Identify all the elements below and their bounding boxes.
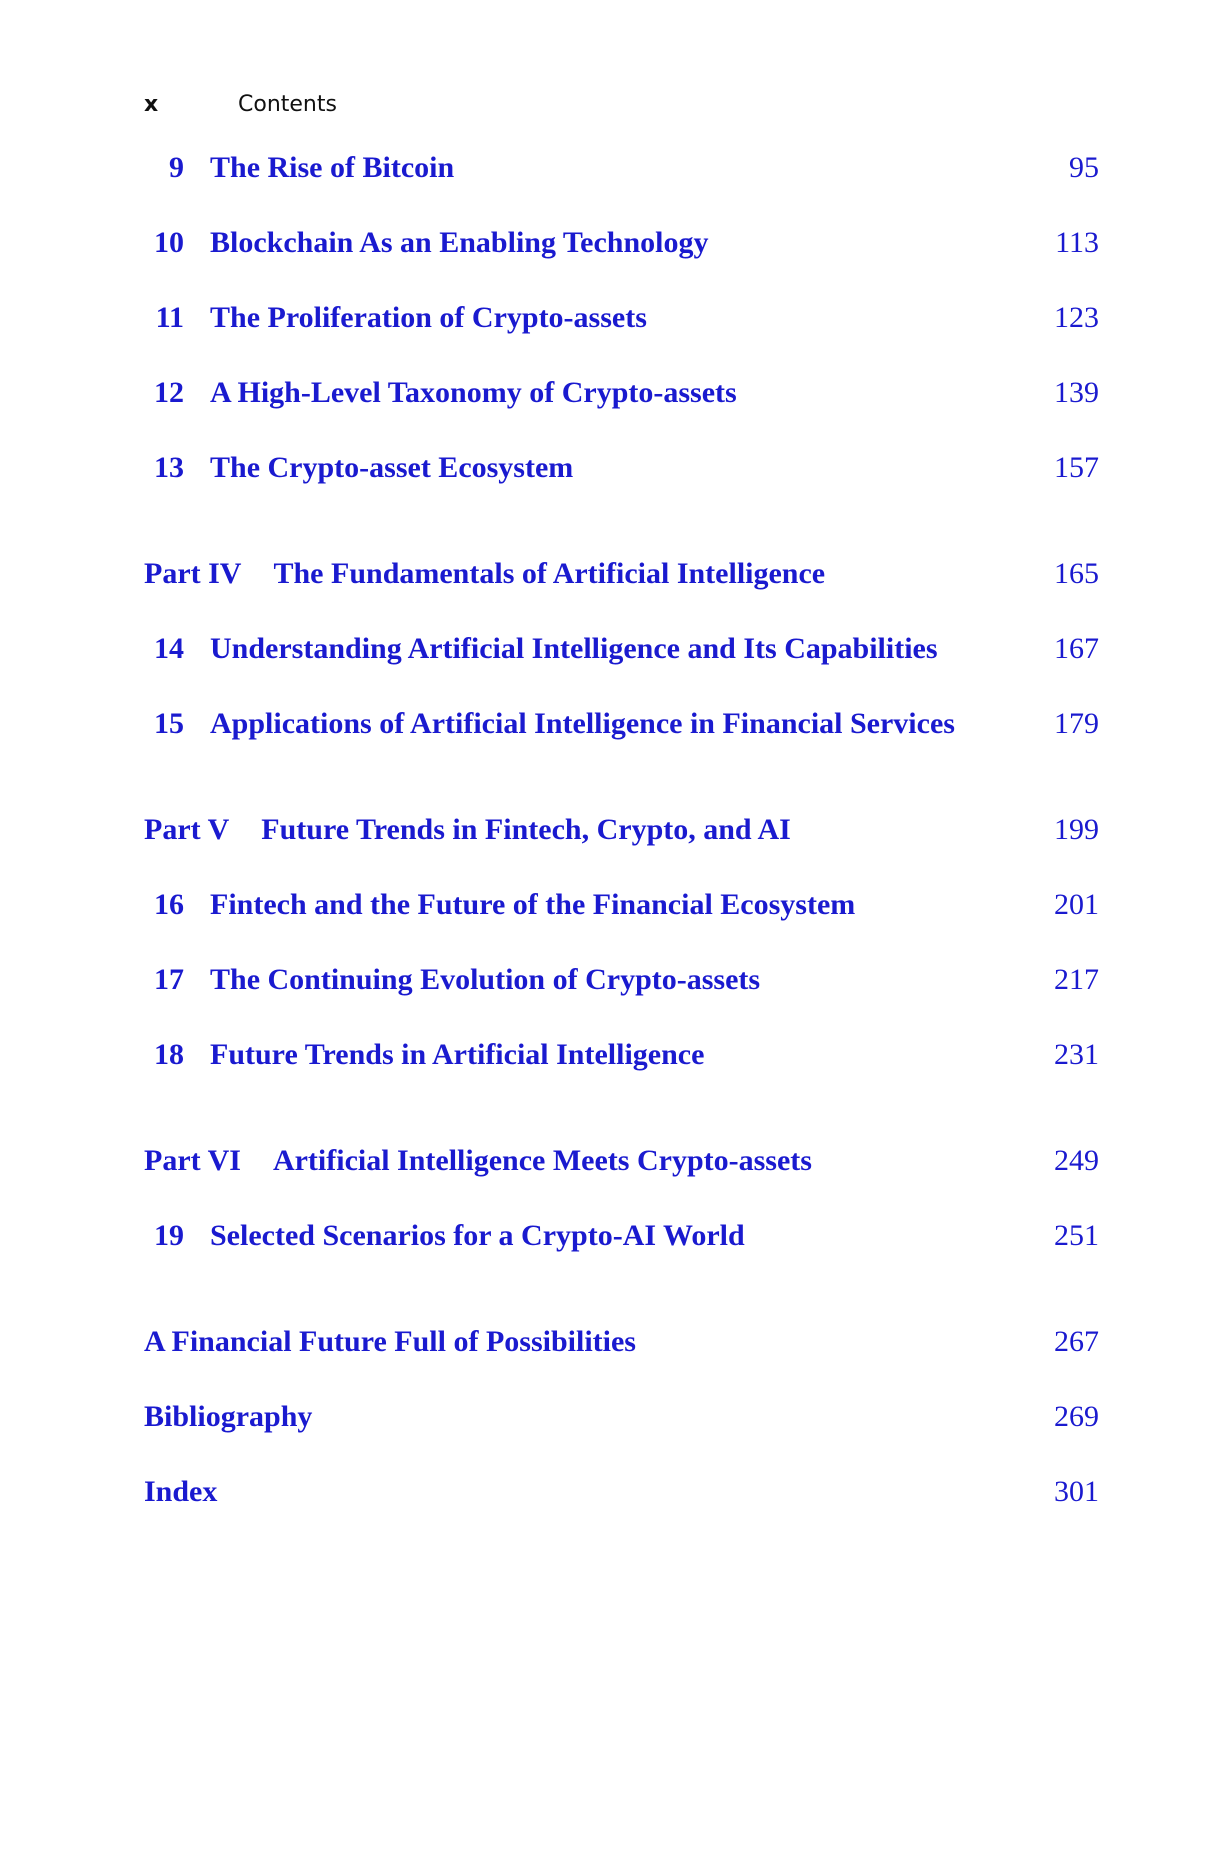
toc-entry-chapter[interactable] [144, 220, 1099, 266]
chapter-number: 13 [154, 451, 184, 484]
chapter-number: 10 [154, 226, 184, 259]
toc-entry-chapter[interactable] [144, 445, 1099, 491]
toc-entry-chapter[interactable] [144, 295, 1099, 341]
toc-entry-title: Understanding Artificial Intelligence and Its Capabilities [210, 632, 938, 665]
chapter-number: 17 [154, 963, 184, 996]
chapter-number: 14 [154, 632, 184, 665]
page-folio: x [144, 92, 159, 117]
toc-page-number: 217 [1054, 963, 1099, 996]
chapter-number: 11 [155, 301, 184, 334]
chapter-number: 9 [169, 151, 184, 184]
toc-entry-chapter[interactable] [144, 1032, 1099, 1078]
toc-entry-title: Future Trends in Fintech, Crypto, and AI [261, 813, 791, 846]
toc-entry-part[interactable] [144, 807, 1099, 853]
running-head [144, 92, 337, 117]
toc-page-number: 139 [1054, 376, 1099, 409]
toc-entry-title: A High-Level Taxonomy of Crypto-assets [210, 376, 737, 409]
toc-entry-part[interactable] [144, 1138, 1099, 1184]
part-label: Part IV [144, 557, 242, 590]
toc-page-number: 157 [1054, 451, 1099, 484]
toc-entry-title: The Crypto-asset Ecosystem [210, 451, 574, 484]
toc-page-number: 269 [1054, 1400, 1099, 1433]
part-label: Part V [144, 813, 230, 846]
toc-entry-title: Selected Scenarios for a Crypto-AI World [210, 1219, 745, 1252]
toc-entry-chapter[interactable] [144, 1213, 1099, 1259]
toc-entry-title: The Rise of Bitcoin [210, 151, 455, 184]
toc-page-number: 301 [1054, 1475, 1099, 1508]
toc-page-number: 267 [1054, 1325, 1099, 1358]
toc-entry-plain[interactable] [144, 1469, 1099, 1515]
toc-entry-title: The Proliferation of Crypto-assets [210, 301, 647, 334]
toc-entry-chapter[interactable] [144, 701, 1099, 747]
toc-entry-title: Fintech and the Future of the Financial Ecosystem [210, 888, 856, 921]
toc-entry-plain[interactable] [144, 1319, 1099, 1365]
toc-entry-title: Future Trends in Artificial Intelligence [210, 1038, 705, 1071]
toc-entry-plain[interactable] [144, 1394, 1099, 1440]
toc-entry-title: A Financial Future Full of Possibilities [144, 1325, 636, 1358]
toc-entry-part[interactable] [144, 551, 1099, 597]
toc-entry-title: The Fundamentals of Artificial Intelligence [273, 557, 826, 590]
chapter-number: 16 [154, 888, 184, 921]
toc-entry-chapter[interactable] [144, 626, 1099, 672]
chapter-number: 12 [154, 376, 184, 409]
toc-page-number: 95 [1069, 151, 1099, 184]
toc-entry-title: Artificial Intelligence Meets Crypto-assets [272, 1144, 812, 1177]
part-label: Part VI [144, 1144, 241, 1177]
toc-entry-title: Applications of Artificial Intelligence in Financial Services [210, 707, 955, 740]
toc-entry-chapter[interactable] [144, 882, 1099, 928]
toc-page-number: 251 [1054, 1219, 1099, 1252]
toc-page-number: 231 [1054, 1038, 1099, 1071]
toc-entry-title: Index [144, 1475, 218, 1508]
toc-page-number: 179 [1054, 707, 1099, 740]
toc-entry-chapter[interactable] [144, 145, 1099, 191]
chapter-number: 15 [154, 707, 184, 740]
toc-entry-chapter[interactable] [144, 957, 1099, 1003]
running-head-title: Contents [238, 92, 337, 117]
toc-entry-title: Bibliography [144, 1400, 313, 1433]
toc-entry-title: Blockchain As an Enabling Technology [210, 226, 709, 259]
toc-page-number: 201 [1054, 888, 1099, 921]
chapter-number: 19 [154, 1219, 184, 1252]
toc-page-number: 165 [1054, 557, 1099, 590]
toc-page-number: 167 [1054, 632, 1099, 665]
toc-page-number: 123 [1054, 301, 1099, 334]
toc-page-number: 249 [1054, 1144, 1099, 1177]
toc-entry-chapter[interactable] [144, 370, 1099, 416]
toc-page-number: 113 [1055, 226, 1099, 259]
toc-entry-title: The Continuing Evolution of Crypto-assets [210, 963, 761, 996]
chapter-number: 18 [154, 1038, 184, 1071]
toc-page-number: 199 [1054, 813, 1099, 846]
